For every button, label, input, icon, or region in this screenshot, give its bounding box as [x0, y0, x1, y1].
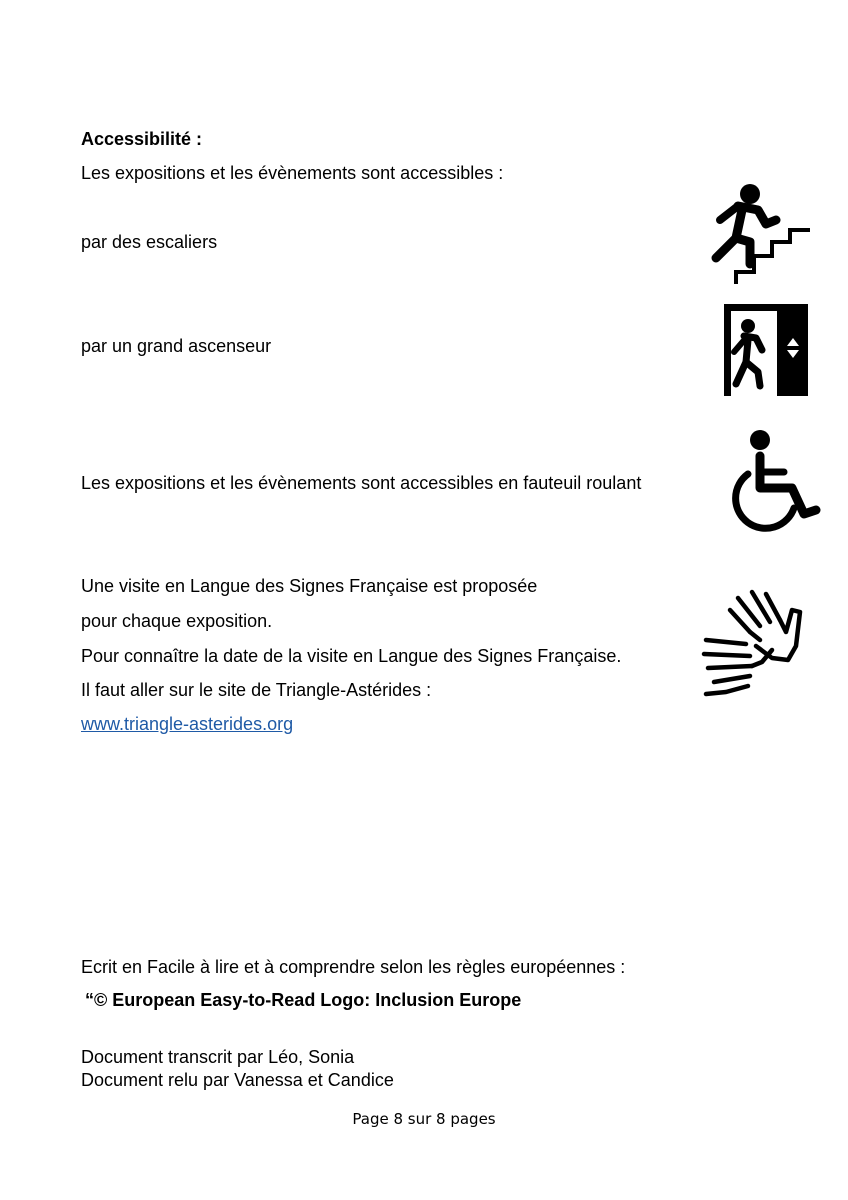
sign-language-line-1: Une visite en Langue des Signes Française est proposée: [81, 576, 538, 596]
elevator-icon: [722, 302, 810, 398]
sign-language-line-2: pour chaque exposition.: [81, 611, 273, 631]
reviewed-by: Document relu par Vanessa et Candice: [81, 1070, 394, 1090]
page-number: Page 8 sur 8 pages: [352, 1110, 496, 1128]
wheelchair-icon: [730, 428, 826, 532]
wheelchair-text: Les expositions et les évènements sont accessibles en fauteuil roulant: [81, 473, 642, 493]
intro-text: Les expositions et les évènements sont accessibles :: [81, 163, 504, 183]
elevator-text: par un grand ascenseur: [81, 336, 272, 356]
logo-credit: “© European Easy-to-Read Logo: Inclusion Europe: [85, 990, 522, 1010]
easy-read-text: Ecrit en Facile à lire et à comprendre selon les règles européennes :: [81, 957, 626, 977]
stairs-person-icon: [706, 180, 814, 288]
sign-language-line-3: Pour connaître la date de la visite en Langue des Signes Française.: [81, 646, 622, 666]
transcribed-by: Document transcrit par Léo, Sonia: [81, 1047, 355, 1067]
stairs-text: par des escaliers: [81, 232, 218, 252]
sign-language-hands-icon: [700, 586, 808, 710]
section-title: Accessibilité :: [81, 129, 203, 149]
website-link[interactable]: www.triangle-asterides.org: [81, 714, 294, 734]
sign-language-line-4: Il faut aller sur le site de Triangle-Astérides :: [81, 680, 432, 700]
